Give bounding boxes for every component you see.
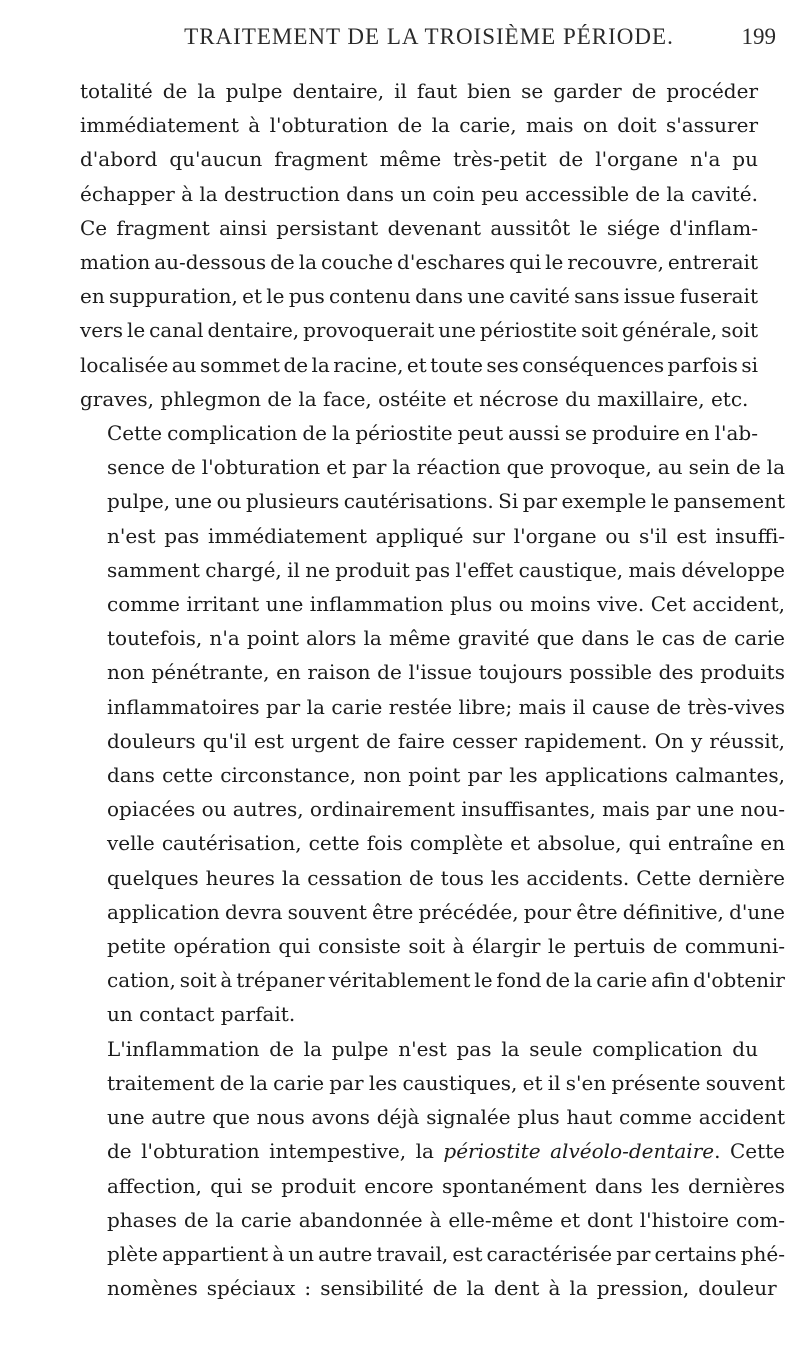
text-line: non pénétrante, en raison de l'issue toujours possible des produits bbox=[107, 660, 785, 685]
line-segment: de l'obturation intempestive, la bbox=[107, 1139, 444, 1164]
text-line: graves, phlegmon de la face, ostéite et nécrose du maxillaire, etc. bbox=[80, 386, 749, 411]
text-line: opiacées ou autres, ordinairement insuffisantes, mais par une nou- bbox=[107, 797, 785, 822]
running-header bbox=[82, 24, 776, 64]
running-title: TRAITEMENT DE LA TROISIÈME PÉRIODE. bbox=[184, 24, 674, 49]
paragraph-1 bbox=[80, 74, 758, 416]
text-line: Cette complication de la périostite peut aussi se produire en l'ab- bbox=[107, 421, 758, 446]
text-line: localisée au sommet de la racine, et toute ses conséquences parfois si bbox=[80, 352, 758, 377]
text-line: comme irritant une inflammation plus ou moins vive. Cet accident, bbox=[107, 592, 785, 617]
text-line: un contact parfait. bbox=[107, 1002, 296, 1027]
text-line: phases de la carie abandonnée à elle-même et dont l'histoire com- bbox=[107, 1207, 785, 1232]
text-line: cation, soit à trépaner véritablement le fond de la carie afin d'obtenir bbox=[107, 968, 785, 993]
line-segment: . Cette bbox=[714, 1139, 786, 1164]
paragraph-3 bbox=[80, 1032, 786, 1306]
text-line: inflammatoires par la carie restée libre; mais il cause de très-vives bbox=[107, 694, 785, 719]
text-line: en suppuration, et le pus contenu dans une cavité sans issue fuserait bbox=[80, 284, 758, 309]
paragraph-2 bbox=[80, 416, 785, 1032]
text-line: affection, qui se produit encore spontanément dans les dernières bbox=[107, 1173, 785, 1198]
text-line: quelques heures la cessation de tous les accidents. Cette dernière bbox=[107, 865, 785, 890]
text-line-with-italic bbox=[80, 1134, 786, 1168]
text-line: petite opération qui consiste soit à élargir le pertuis de communi- bbox=[107, 934, 785, 959]
text-line: nomènes spéciaux : sensibilité de la dent à la pression, douleur bbox=[107, 1276, 777, 1301]
text-line: totalité de la pulpe dentaire, il faut bien se garder de procéder bbox=[80, 79, 758, 103]
text-line: pulpe, une ou plusieurs cautérisations. Si par exemple le pansement bbox=[107, 489, 785, 514]
text-line: application devra souvent être précédée, pour être définitive, d'une bbox=[107, 899, 785, 924]
text-line: immédiatement à l'obturation de la carie, mais on doit s'assurer bbox=[80, 113, 758, 138]
text-line: mation au-dessous de la couche d'eschares qui le recouvre, entrerait bbox=[80, 250, 758, 275]
text-line: douleurs qu'il est urgent de faire cesser rapidement. On y réussit, bbox=[107, 728, 785, 753]
text-line: d'abord qu'aucun fragment même très-petit de l'organe n'a pu bbox=[80, 147, 758, 172]
text-line: velle cautérisation, cette fois complète et absolue, qui entraîne en bbox=[107, 831, 785, 856]
page-number: 199 bbox=[741, 24, 776, 49]
text-line: plète appartient à un autre travail, est caractérisée par certains phé- bbox=[107, 1241, 785, 1266]
body-text bbox=[80, 74, 786, 1305]
text-line: toutefois, n'a point alors la même gravité que dans le cas de carie bbox=[107, 626, 785, 651]
text-line: dans cette circonstance, non point par les applications calmantes, bbox=[107, 763, 785, 788]
text-line: L'inflammation de la pulpe n'est pas la seule complication du bbox=[107, 1036, 758, 1061]
text-line: une autre que nous avons déjà signalée plus haut comme accident bbox=[107, 1105, 785, 1130]
text-line: vers le canal dentaire, provoquerait une périostite soit générale, soit bbox=[80, 318, 758, 343]
italic-term: périostite alvéolo-dentaire bbox=[443, 1139, 715, 1164]
text-line: traitement de la carie par les caustiques, et il s'en présente souvent bbox=[107, 1070, 785, 1095]
text-line: n'est pas immédiatement appliqué sur l'organe ou s'il est insuffi- bbox=[107, 523, 785, 548]
text-line: samment chargé, il ne produit pas l'effet caustique, mais développe bbox=[107, 557, 785, 582]
text-line: échapper à la destruction dans un coin peu accessible de la cavité. bbox=[80, 181, 758, 206]
text-line: Ce fragment ainsi persistant devenant aussitôt le siége d'inflam- bbox=[80, 215, 758, 240]
text-line: sence de l'obturation et par la réaction que provoque, au sein de la bbox=[107, 455, 785, 480]
